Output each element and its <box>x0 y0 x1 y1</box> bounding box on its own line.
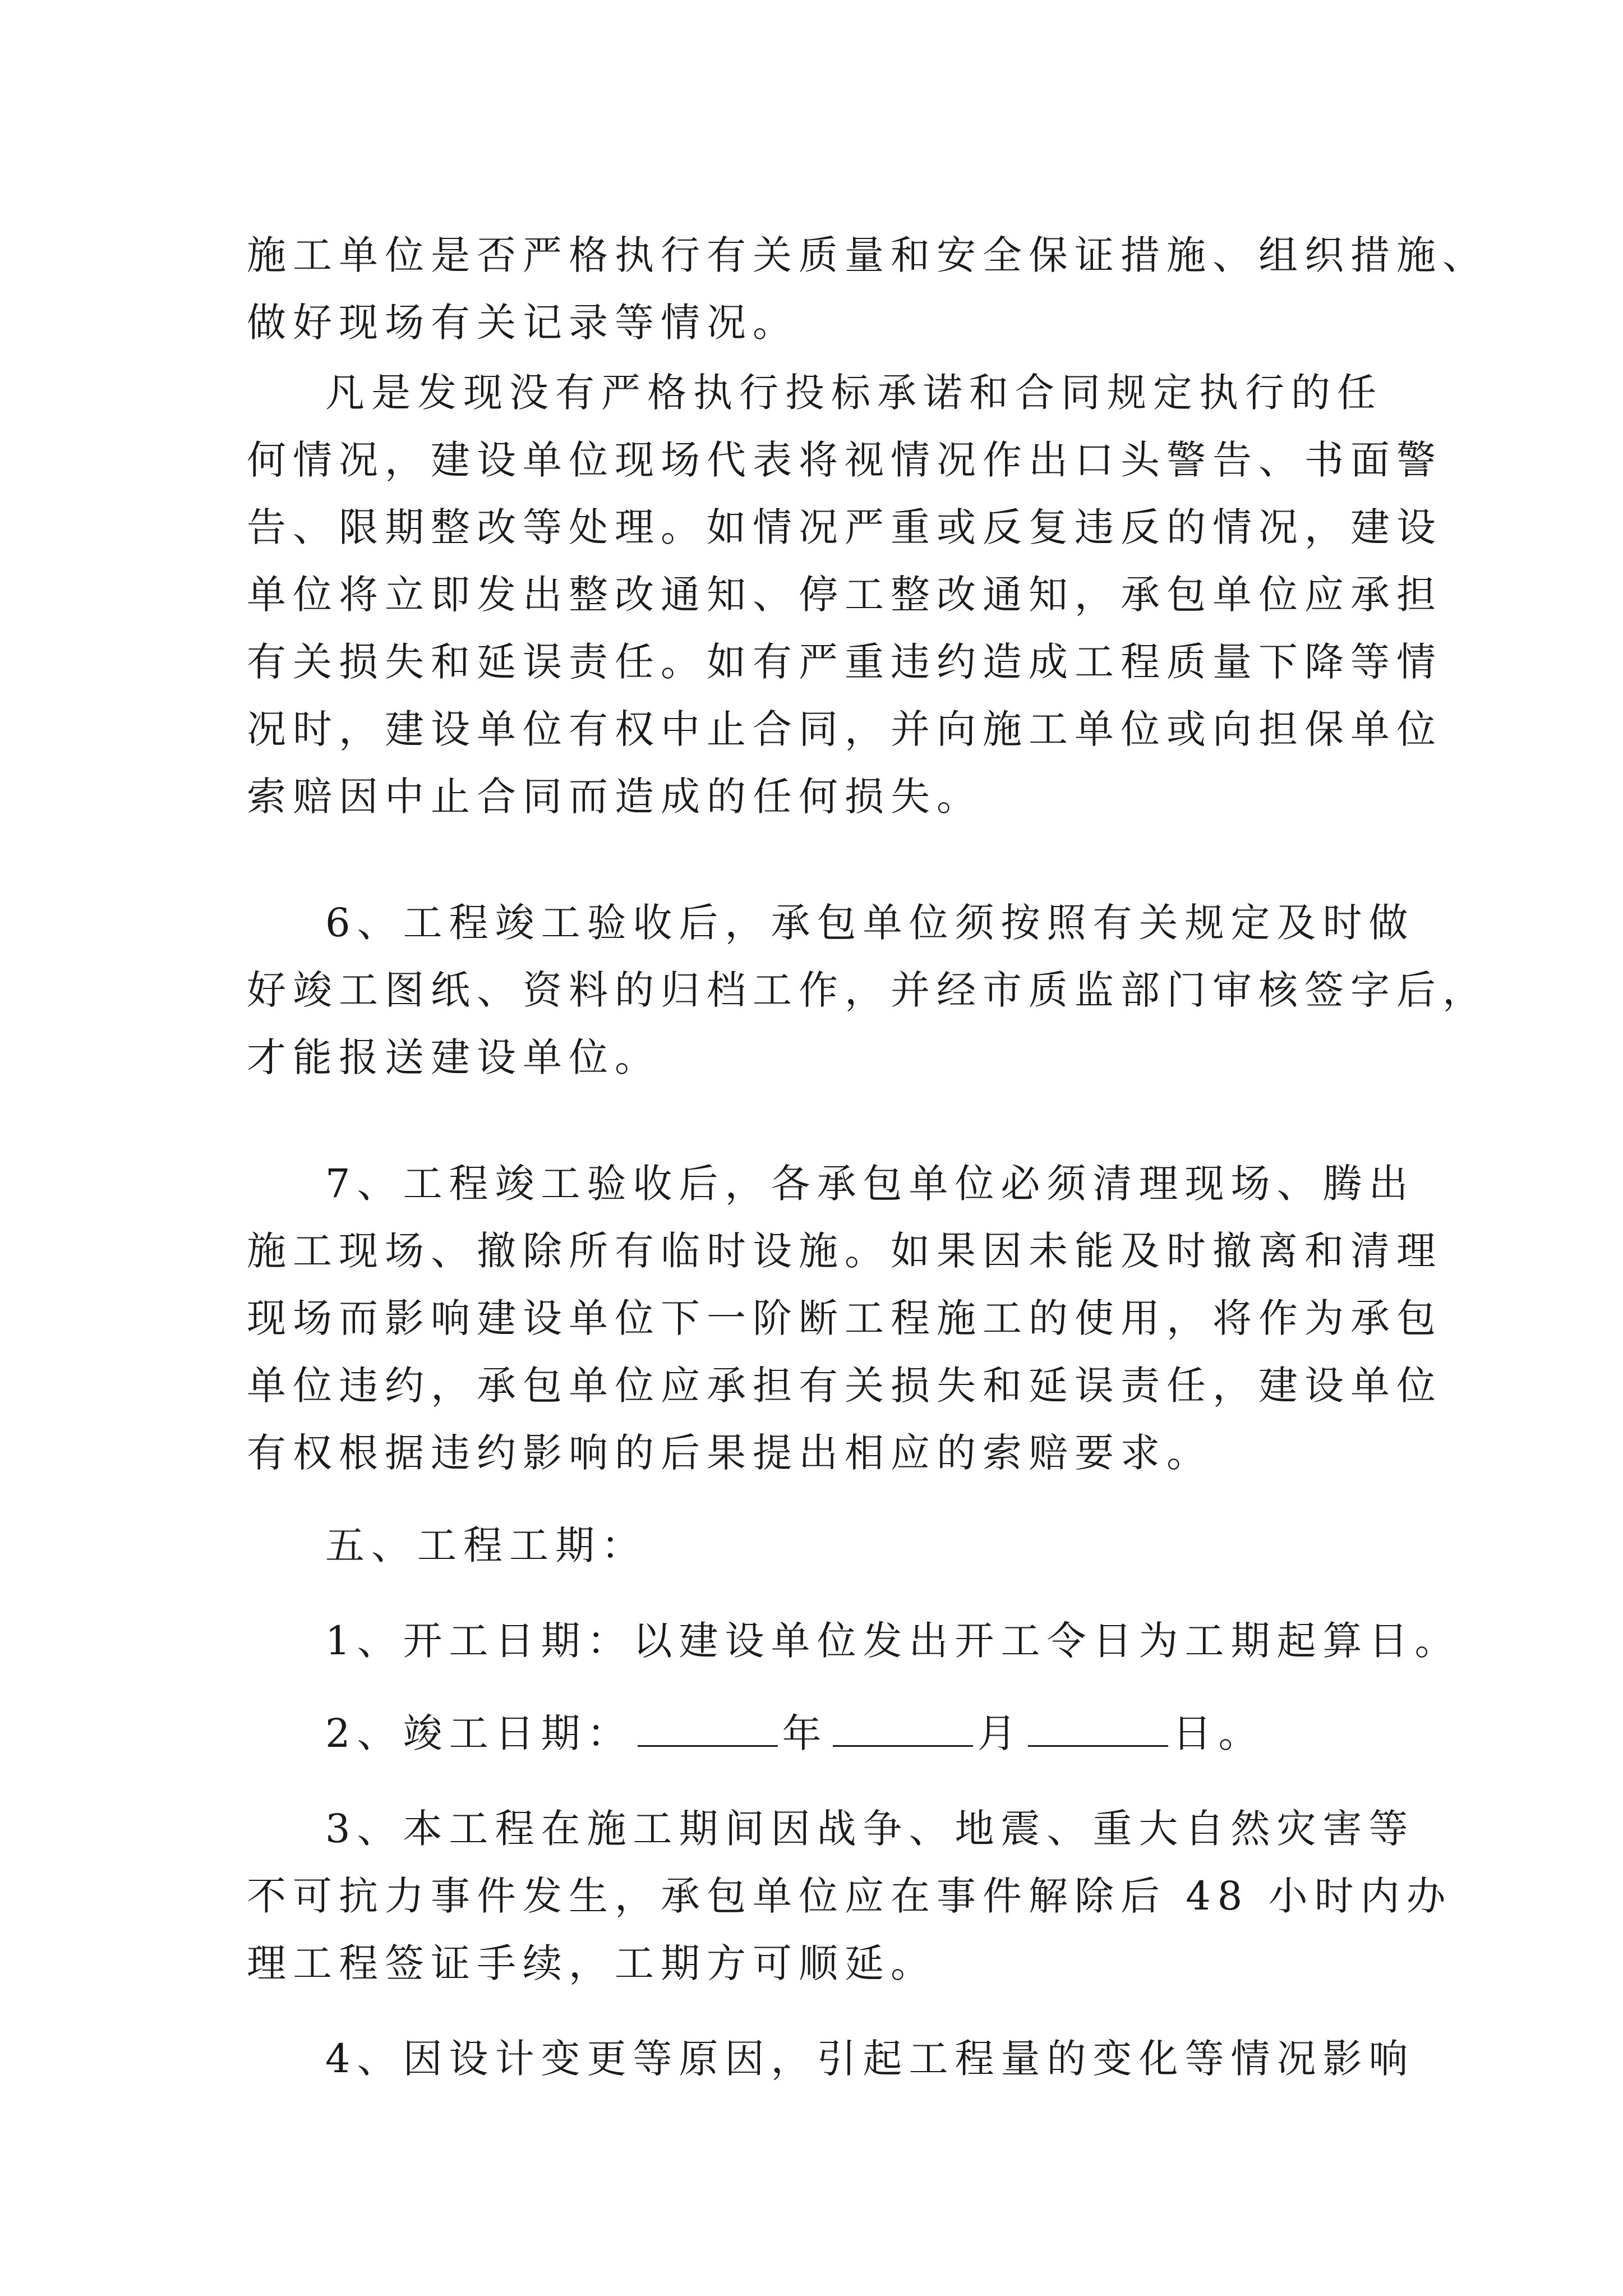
month-blank <box>833 1706 973 1747</box>
text-line: 理工程签证手续，工期方可顺延。 <box>247 1940 937 1986</box>
text-line: 何情况，建设单位现场代表将视情况作出口头警告、书面警 <box>247 437 1442 483</box>
text-line: 施工单位是否严格执行有关质量和安全保证措施、组织措施、 <box>247 232 1488 278</box>
year-blank <box>638 1706 778 1747</box>
text-line: 索赔因中止合同而造成的任何损失。 <box>247 774 983 820</box>
text-line: 单位违约，承包单位应承担有关损失和延误责任，建设单位 <box>247 1363 1442 1409</box>
day-blank <box>1028 1706 1168 1747</box>
year-label: 年 <box>782 1710 828 1756</box>
text-line: 单位将立即发出整改通知、停工整改通知，承包单位应承担 <box>247 572 1442 618</box>
text-line: 施工现场、撤除所有临时设施。如果因未能及时撤离和清理 <box>247 1228 1442 1274</box>
completion-date-prefix: 2、竣工日期： <box>325 1710 633 1756</box>
text-line: 不可抗力事件发生，承包单位应在事件解除后 48 小时内办 <box>247 1873 1453 1919</box>
completion-date-line <box>325 1700 1503 1767</box>
text-line: 有权根据违约影响的后果提出相应的索赔要求。 <box>247 1430 1212 1476</box>
text-line: 好竣工图纸、资料的归档工作，并经市质监部门审核签字后， <box>247 967 1488 1013</box>
text-line: 才能报送建设单位。 <box>247 1034 661 1080</box>
text-line: 做好现场有关记录等情况。 <box>247 300 799 346</box>
text-line: 3、本工程在施工期间因战争、地震、重大自然灾害等 <box>325 1806 1415 1852</box>
text-line: 告、限期整改等处理。如情况严重或反复违反的情况，建设 <box>247 504 1442 550</box>
text-line: 7、工程竣工验收后，各承包单位必须清理现场、腾出 <box>325 1161 1415 1207</box>
text-line: 有关损失和延误责任。如有严重违约造成工程质量下降等情 <box>247 639 1442 685</box>
section-heading: 五、工程工期： <box>325 1522 647 1568</box>
text-line: 凡是发现没有严格执行投标承诺和合同规定执行的任 <box>325 370 1383 416</box>
text-line: 现场而影响建设单位下一阶断工程施工的使用，将作为承包 <box>247 1295 1442 1341</box>
text-line: 1、开工日期：以建设单位发出开工令日为工期起算日。 <box>325 1618 1461 1664</box>
month-label: 月 <box>977 1710 1023 1756</box>
text-line: 6、工程竣工验收后，承包单位须按照有关规定及时做 <box>325 900 1415 946</box>
day-label: 日。 <box>1172 1710 1265 1756</box>
text-line: 4、因设计变更等原因，引起工程量的变化等情况影响 <box>325 2036 1415 2082</box>
text-line: 况时，建设单位有权中止合同，并向施工单位或向担保单位 <box>247 706 1442 752</box>
